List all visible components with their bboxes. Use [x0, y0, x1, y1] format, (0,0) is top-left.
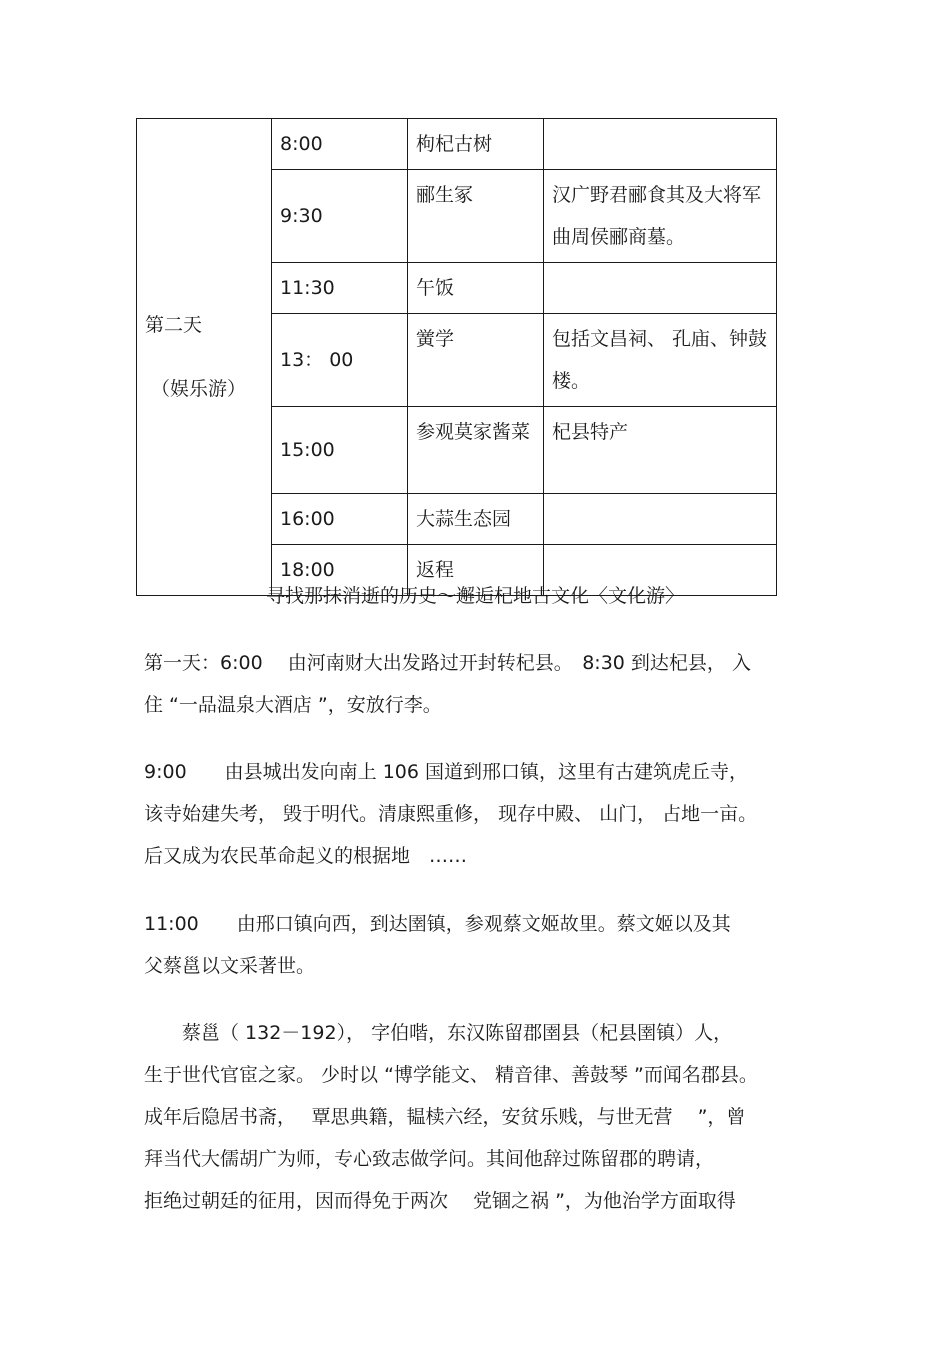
- time-cell: 9:30: [272, 170, 408, 263]
- day-subtitle: （娱乐游）: [151, 378, 247, 400]
- place-cell: 午饭: [408, 263, 544, 314]
- place-cell: 参观莫家酱菜: [408, 407, 544, 494]
- text-line: 拜当代大儒胡广为师，专心致志做学问。其间他辞过陈留郡的聘请，: [144, 1148, 715, 1170]
- day-label: 第二天: [145, 314, 203, 336]
- time-cell: 15:00: [272, 407, 408, 494]
- text-line: 第一天：6:00 由河南财大出发路过开封转杞县。 8:30 到达杞县， 入: [144, 652, 751, 674]
- note-cell: 汉广野君郦食其及大将军曲周侯郦商墓。: [544, 170, 777, 263]
- text-line: 9:00 由县城出发向南上 106 国道到邢口镇，这里有古建筑虎丘寺，: [144, 761, 749, 783]
- text-line: 父蔡邕以文采著世。: [144, 955, 316, 977]
- table-row: [137, 119, 777, 170]
- text-line: 11:00 由邢口镇向西，到达圉镇，参观蔡文姬故里。蔡文姬以及其: [144, 913, 731, 935]
- time-cell: 11:30: [272, 263, 408, 314]
- paragraph-cai-yong: [144, 1012, 814, 1222]
- place-cell: 郦生冢: [408, 170, 544, 263]
- itinerary-table: [136, 118, 777, 596]
- note-cell: 杞县特产: [544, 407, 777, 494]
- text-line: 成年后隐居书斋， 覃思典籍，韫椟六经，安贫乐贱，与世无营 ”，曾: [144, 1106, 746, 1128]
- text-line: 拒绝过朝廷的征用，因而得免于两次 党锢之祸 ”，为他治学方面取得: [144, 1190, 736, 1212]
- time-cell: 18:00: [272, 545, 408, 596]
- text-line: 住 “一品温泉大酒店 ”，安放行李。: [144, 694, 442, 716]
- text-line: 蔡邕（ 132－192）， 字伯喈，东汉陈留郡圉县（杞县圉镇）人，: [144, 1022, 733, 1044]
- paragraph-day-one: [144, 642, 814, 726]
- section-title: 寻找那抹消逝的历史～邂逅杞地古文化〈文化游〉: [265, 585, 684, 607]
- paragraph-eleven-am: [144, 903, 814, 987]
- text-line: 该寺始建失考， 毁于明代。清康熙重修， 现存中殿、 山门， 占地一亩。: [144, 803, 758, 825]
- text-line: 后又成为农民革命起义的根据地 ……: [144, 845, 468, 867]
- note-cell: [544, 119, 777, 170]
- paragraph-nine-am: [144, 751, 814, 877]
- place-cell: 枸杞古树: [408, 119, 544, 170]
- note-cell: [544, 494, 777, 545]
- time-cell: 8:00: [272, 119, 408, 170]
- time-cell: 13： 00: [272, 314, 408, 407]
- note-cell: 包括文昌祠、 孔庙、钟鼓楼。: [544, 314, 777, 407]
- note-cell: [544, 263, 777, 314]
- place-cell: 大蒜生态园: [408, 494, 544, 545]
- text-line: 生于世代官宦之家。 少时以 “博学能文、 精音律、善鼓琴 ”而闻名郡县。: [144, 1064, 758, 1086]
- day-cell: [137, 119, 272, 596]
- place-cell: 返程: [408, 545, 544, 596]
- place-cell: 黉学: [408, 314, 544, 407]
- time-cell: 16:00: [272, 494, 408, 545]
